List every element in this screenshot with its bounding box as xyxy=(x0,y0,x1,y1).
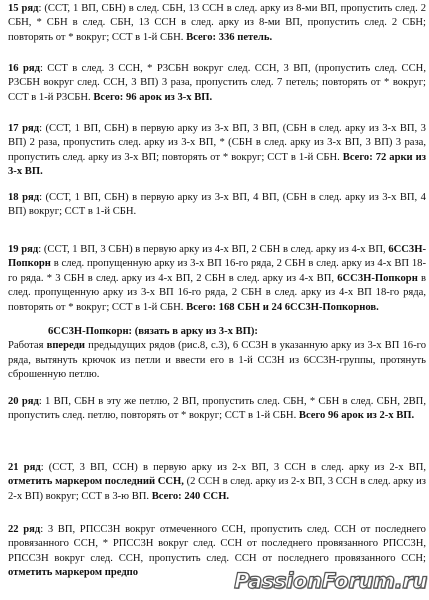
row-15 xyxy=(8,2,426,45)
row-text: : (ССТ, 1 ВП, СБН) в след. СБН, 13 ССН в след. арку из 8-ми ВП, пропустить след. 2 СБН, * СБН в след. СБН, 13 ССН в след. арку из 8-ми ВП, пропустить след. 2 СБН; повторять от * вокруг; ССТ в 1-й СБН. xyxy=(8,3,426,43)
row-22: 22 ряд: 3 ВП, РПСС3Н вокруг отмеченного ССН, пропустить след. ССН от последнего провязанного ССН, * РПСС3Н вокруг след. ССН от последнего провязанного РПСС3Н, РПСС3Н вокруг след. ССН, пропустить след. ССН от последнего провязанного ССН; отметить маркером предпо xyxy=(8,524,426,579)
row-17 xyxy=(8,122,426,180)
row-total: Всего: 240 ССН. xyxy=(151,490,230,502)
row-text: : (ССТ, 1 ВП, СБН) в первую арку из 3-х ВП, 3 ВП, (СБН в след. арку из 3-х ВП, 3 ВП) 2 раза, пропустить след. арку из 3-х ВП, * (СБН в след. арку из 3-х ВП, 3 ВП) 3 раза, пропустить след. арку из 3-х ВП; повторять от * вокруг; ССТ в 1-й СБН. xyxy=(8,123,426,163)
row-label: 15 ряд xyxy=(8,3,39,14)
row-total: Всего: 168 СБН и 24 6СС3Н-Попкорнов. xyxy=(186,301,379,313)
popcorn-heading: 6СС3Н-Попкорн: (вязать в арку из 3-х ВП): xyxy=(48,326,258,337)
row-label: 20 ряд xyxy=(8,396,39,407)
row-label: 17 ряд xyxy=(8,123,40,134)
row-label: 18 ряд xyxy=(8,192,40,203)
row-label: 19 ряд xyxy=(8,244,39,255)
row-label: 16 ряд xyxy=(8,63,40,74)
row-text: : 1 ВП, СБН в эту же петлю, 2 ВП, пропустить след. СБН, * СБН в след. СБН, 2ВП, пропустить след. петлю, повторять от * вокруг; ССТ в 1-й СБН. xyxy=(8,396,426,422)
row-20 xyxy=(8,395,426,424)
row-16 xyxy=(8,62,426,105)
row-text: : (ССТ, 1 ВП, СБН) в первую арку из 3-х ВП, 4 ВП, (СБН в след. арку из 3-х ВП, 4 ВП) вокруг; ССТ в 1-й СБН. xyxy=(8,192,426,218)
row-21: 21 ряд: (ССТ, 3 ВП, ССН) в первую арку из 2-х ВП, 3 ССН в след. арку из 2-х ВП, отметить маркером последний ССН, (2 ССН в след. арку из 2-х ВП, 3 ССН в след. арку из 2-х ВП) вокруг; ССТ в 3-ю ВП. Всего: 240 ССН. xyxy=(8,462,426,502)
row-total: Всего: 72 арки из 3-х ВП. xyxy=(8,151,426,178)
row-total: Всего: 336 петель. xyxy=(186,31,273,43)
stitch-name: 6СС3Н-Попкорн xyxy=(8,244,426,270)
popcorn-stitch-note: 6СС3Н-Попкорн: (вязать в арку из 3-х ВП): Работая впереди предыдущих рядов (рис.8, с.3), 6 СС3Н в указанную арку из 3-х ВП 16-го ряда, вытянуть крючок из петли и ввести его в 1-й СС3Н из 6СС3Н-группы, протянуть сброшенную петлю. xyxy=(8,326,426,381)
site-watermark: PassionForum.ru xyxy=(234,569,427,593)
row-label: 22 ряд xyxy=(8,524,41,535)
row-18 xyxy=(8,191,426,220)
row-text: : ССТ в след. 3 ССН, * Р3СБН вокруг след. ССН, 3 ВП, (пропустить след. ССН, Р3СБН вокруг след. ССН, 3 ВП) 3 раза, пропустить след. 7 петель; повторять от * вокруг; ССТ в 1-й Р3СБН. xyxy=(8,63,426,103)
row-label: 21 ряд xyxy=(8,462,41,473)
row-total: Всего 96 арок из 2-х ВП. xyxy=(298,410,415,422)
stitch-name: 6СС3Н-Попкорн xyxy=(337,272,418,284)
row-19: 19 ряд: (ССТ, 1 ВП, 3 СБН) в первую арку из 4-х ВП, 2 СБН в след. арку из 4-х ВП, 6СС3Н-Попкорн в след. пропущенную арку из 3-х ВП 16-го ряда, 2 СБН в след. арку из 4-х ВП 18-го ряда. * 3 СБН в след. арку из 4-х ВП, 2 СБН в след. арку из 4-х ВП, 6СС3Н-Попкорн в след. пропущенную арку из 3-х ВП 16-го ряда, 2 СБН в след. арку из 4-х ВП 18-го ряда, повторять от * вокруг; ССТ в 1-й СБН. Всего: 168 СБН и 24 6СС3Н-Попкорнов. xyxy=(8,244,427,313)
row-total: Всего: 96 арок из 3-х ВП. xyxy=(93,91,213,103)
